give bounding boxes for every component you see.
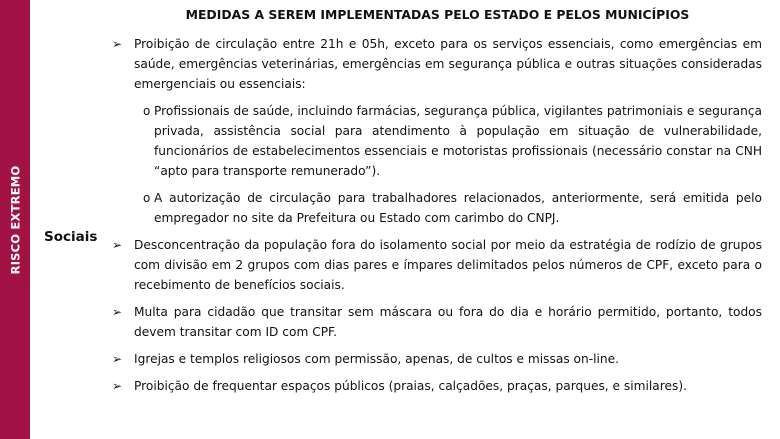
list-item [112,34,762,94]
circle-bullet-icon: o [143,191,151,205]
sub-list-item-text: A autorização de circulação para trabalhadores relacionados, anteriormente, será emitida pelo empregador no site da Prefeitura ou Estado com carimbo do CNPJ. [154,191,762,225]
circle-bullet-icon: o [143,104,151,118]
list-item-text: Desconcentração da população fora do isolamento social por meio da estratégia de rodízio de grupos com divisão em 2 grupos com dias pares e ímpares delimitados pelos números de CPF, exceto para o recebimento de benefícios sociais. [134,238,762,292]
arrow-bullet-icon: ➢ [112,238,123,252]
arrow-bullet-icon: ➢ [112,305,123,319]
list-item-text: Proibição de frequentar espaços públicos (praias, calçadões, praças, parques, e similares). [134,379,687,393]
sub-list-item [143,188,762,228]
arrow-bullet-icon: ➢ [112,37,123,51]
list-item [112,376,762,396]
measures-list [112,34,762,403]
category-label: Sociais [44,229,98,245]
list-item-text: Proibição de circulação entre 21h e 05h, exceto para os serviços essenciais, como emergências em saúde, emergências veterinárias, emergências em segurança pública e outras situações consideradas emergenciais ou essenciais: [134,37,762,91]
risk-level-label: RISCO EXTREMO [8,165,23,274]
list-item-text: Igrejas e templos religiosos com permissão, apenas, de cultos e missas on-line. [134,352,619,366]
page-title: MEDIDAS A SEREM IMPLEMENTADAS PELO ESTADO E PELOS MUNICÍPIOS [185,7,690,22]
sub-list-item [143,101,762,181]
risk-level-band [0,0,30,439]
list-item [112,235,762,295]
arrow-bullet-icon: ➢ [112,379,123,393]
arrow-bullet-icon: ➢ [112,352,123,366]
sub-list-item-text: Profissionais de saúde, incluindo farmácias, segurança pública, vigilantes patrimoniais e segurança privada, assistência social para atendimento à população em situação de vulnerabilidade, funcionários de estabelecimentos essenciais e motoristas profissionais (necessário constar na CNH “apto para transporte remunerado”). [154,104,762,178]
list-item-text: Multa para cidadão que transitar sem máscara ou fora do dia e horário permitido, portanto, todos devem transitar com ID com CPF. [134,305,762,339]
list-item [112,349,762,369]
list-item [112,302,762,342]
